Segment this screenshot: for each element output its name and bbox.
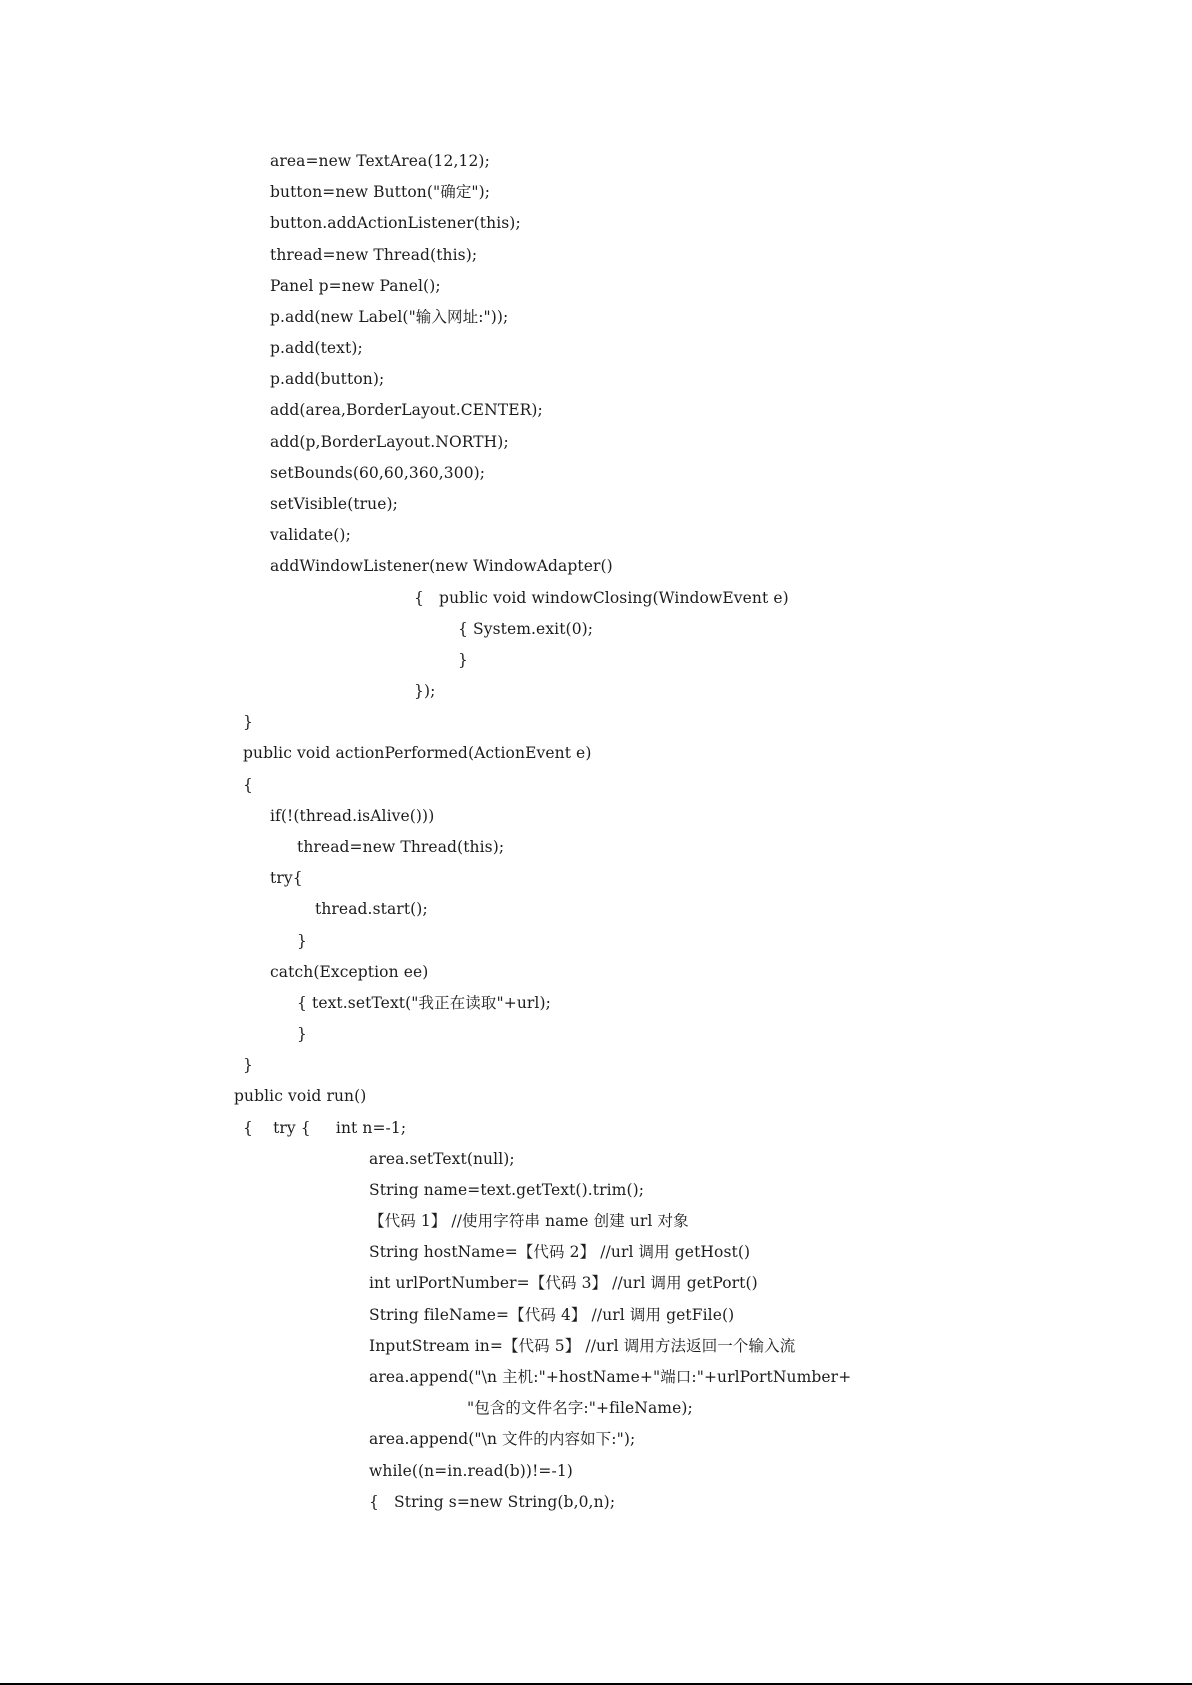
code-line: public void run() [234, 1087, 367, 1105]
code-line: } [458, 651, 468, 669]
code-line: { String s=new String(b,0,n); [369, 1493, 616, 1511]
code-line: { try { int n=-1; [243, 1119, 407, 1137]
code-line: button.addActionListener(this); [270, 214, 521, 232]
code-line: thread=new Thread(this); [270, 246, 478, 264]
code-line: }); [414, 682, 436, 700]
code-line: add(area,BorderLayout.CENTER); [270, 401, 543, 419]
code-line: add(p,BorderLayout.NORTH); [270, 433, 509, 451]
code-line: setBounds(60,60,360,300); [270, 464, 486, 482]
code-line: try{ [270, 869, 303, 887]
code-line: while((n=in.read(b))!=-1) [369, 1462, 573, 1480]
code-line: p.add(new Label("输入网址:")); [270, 308, 509, 326]
code-line: public void actionPerformed(ActionEvent e) [243, 744, 592, 762]
code-line: InputStream in=【代码 5】 //url 调用方法返回一个输入流 [369, 1337, 796, 1355]
code-line: { [243, 776, 253, 794]
code-line: String hostName=【代码 2】 //url 调用 getHost() [369, 1243, 751, 1261]
code-line: thread=new Thread(this); [297, 838, 505, 856]
code-line: catch(Exception ee) [270, 963, 429, 981]
code-line: button=new Button("确定"); [270, 183, 491, 201]
code-line: } [297, 932, 307, 950]
code-line: } [243, 713, 253, 731]
code-line: validate(); [270, 526, 351, 544]
code-line: { public void windowClosing(WindowEvent e) [414, 589, 789, 607]
code-line: "包含的文件名字:"+fileName); [467, 1399, 693, 1417]
code-line: p.add(text); [270, 339, 363, 357]
code-line: area.append("\n 文件的内容如下:"); [369, 1430, 636, 1448]
code-line: { text.setText("我正在读取"+url); [297, 994, 551, 1012]
code-line: if(!(thread.isAlive())) [270, 807, 435, 825]
code-line: area.setText(null); [369, 1150, 515, 1168]
code-line: p.add(button); [270, 370, 385, 388]
code-line: } [297, 1025, 307, 1043]
code-line: Panel p=new Panel(); [270, 277, 441, 295]
code-line: addWindowListener(new WindowAdapter() [270, 557, 613, 575]
code-line: int urlPortNumber=【代码 3】 //url 调用 getPort() [369, 1274, 758, 1292]
code-line: setVisible(true); [270, 495, 399, 513]
code-line: String name=text.getText().trim(); [369, 1181, 645, 1199]
code-line: area.append("\n 主机:"+hostName+"端口:"+urlPortNumber+ [369, 1368, 852, 1386]
code-line: String fileName=【代码 4】 //url 调用 getFile() [369, 1306, 735, 1324]
code-line: 【代码 1】 //使用字符串 name 创建 url 对象 [369, 1212, 689, 1230]
code-line: area=new TextArea(12,12); [270, 152, 490, 170]
code-line: { System.exit(0); [458, 620, 594, 638]
code-line: thread.start(); [315, 900, 428, 918]
code-line: } [243, 1056, 253, 1074]
